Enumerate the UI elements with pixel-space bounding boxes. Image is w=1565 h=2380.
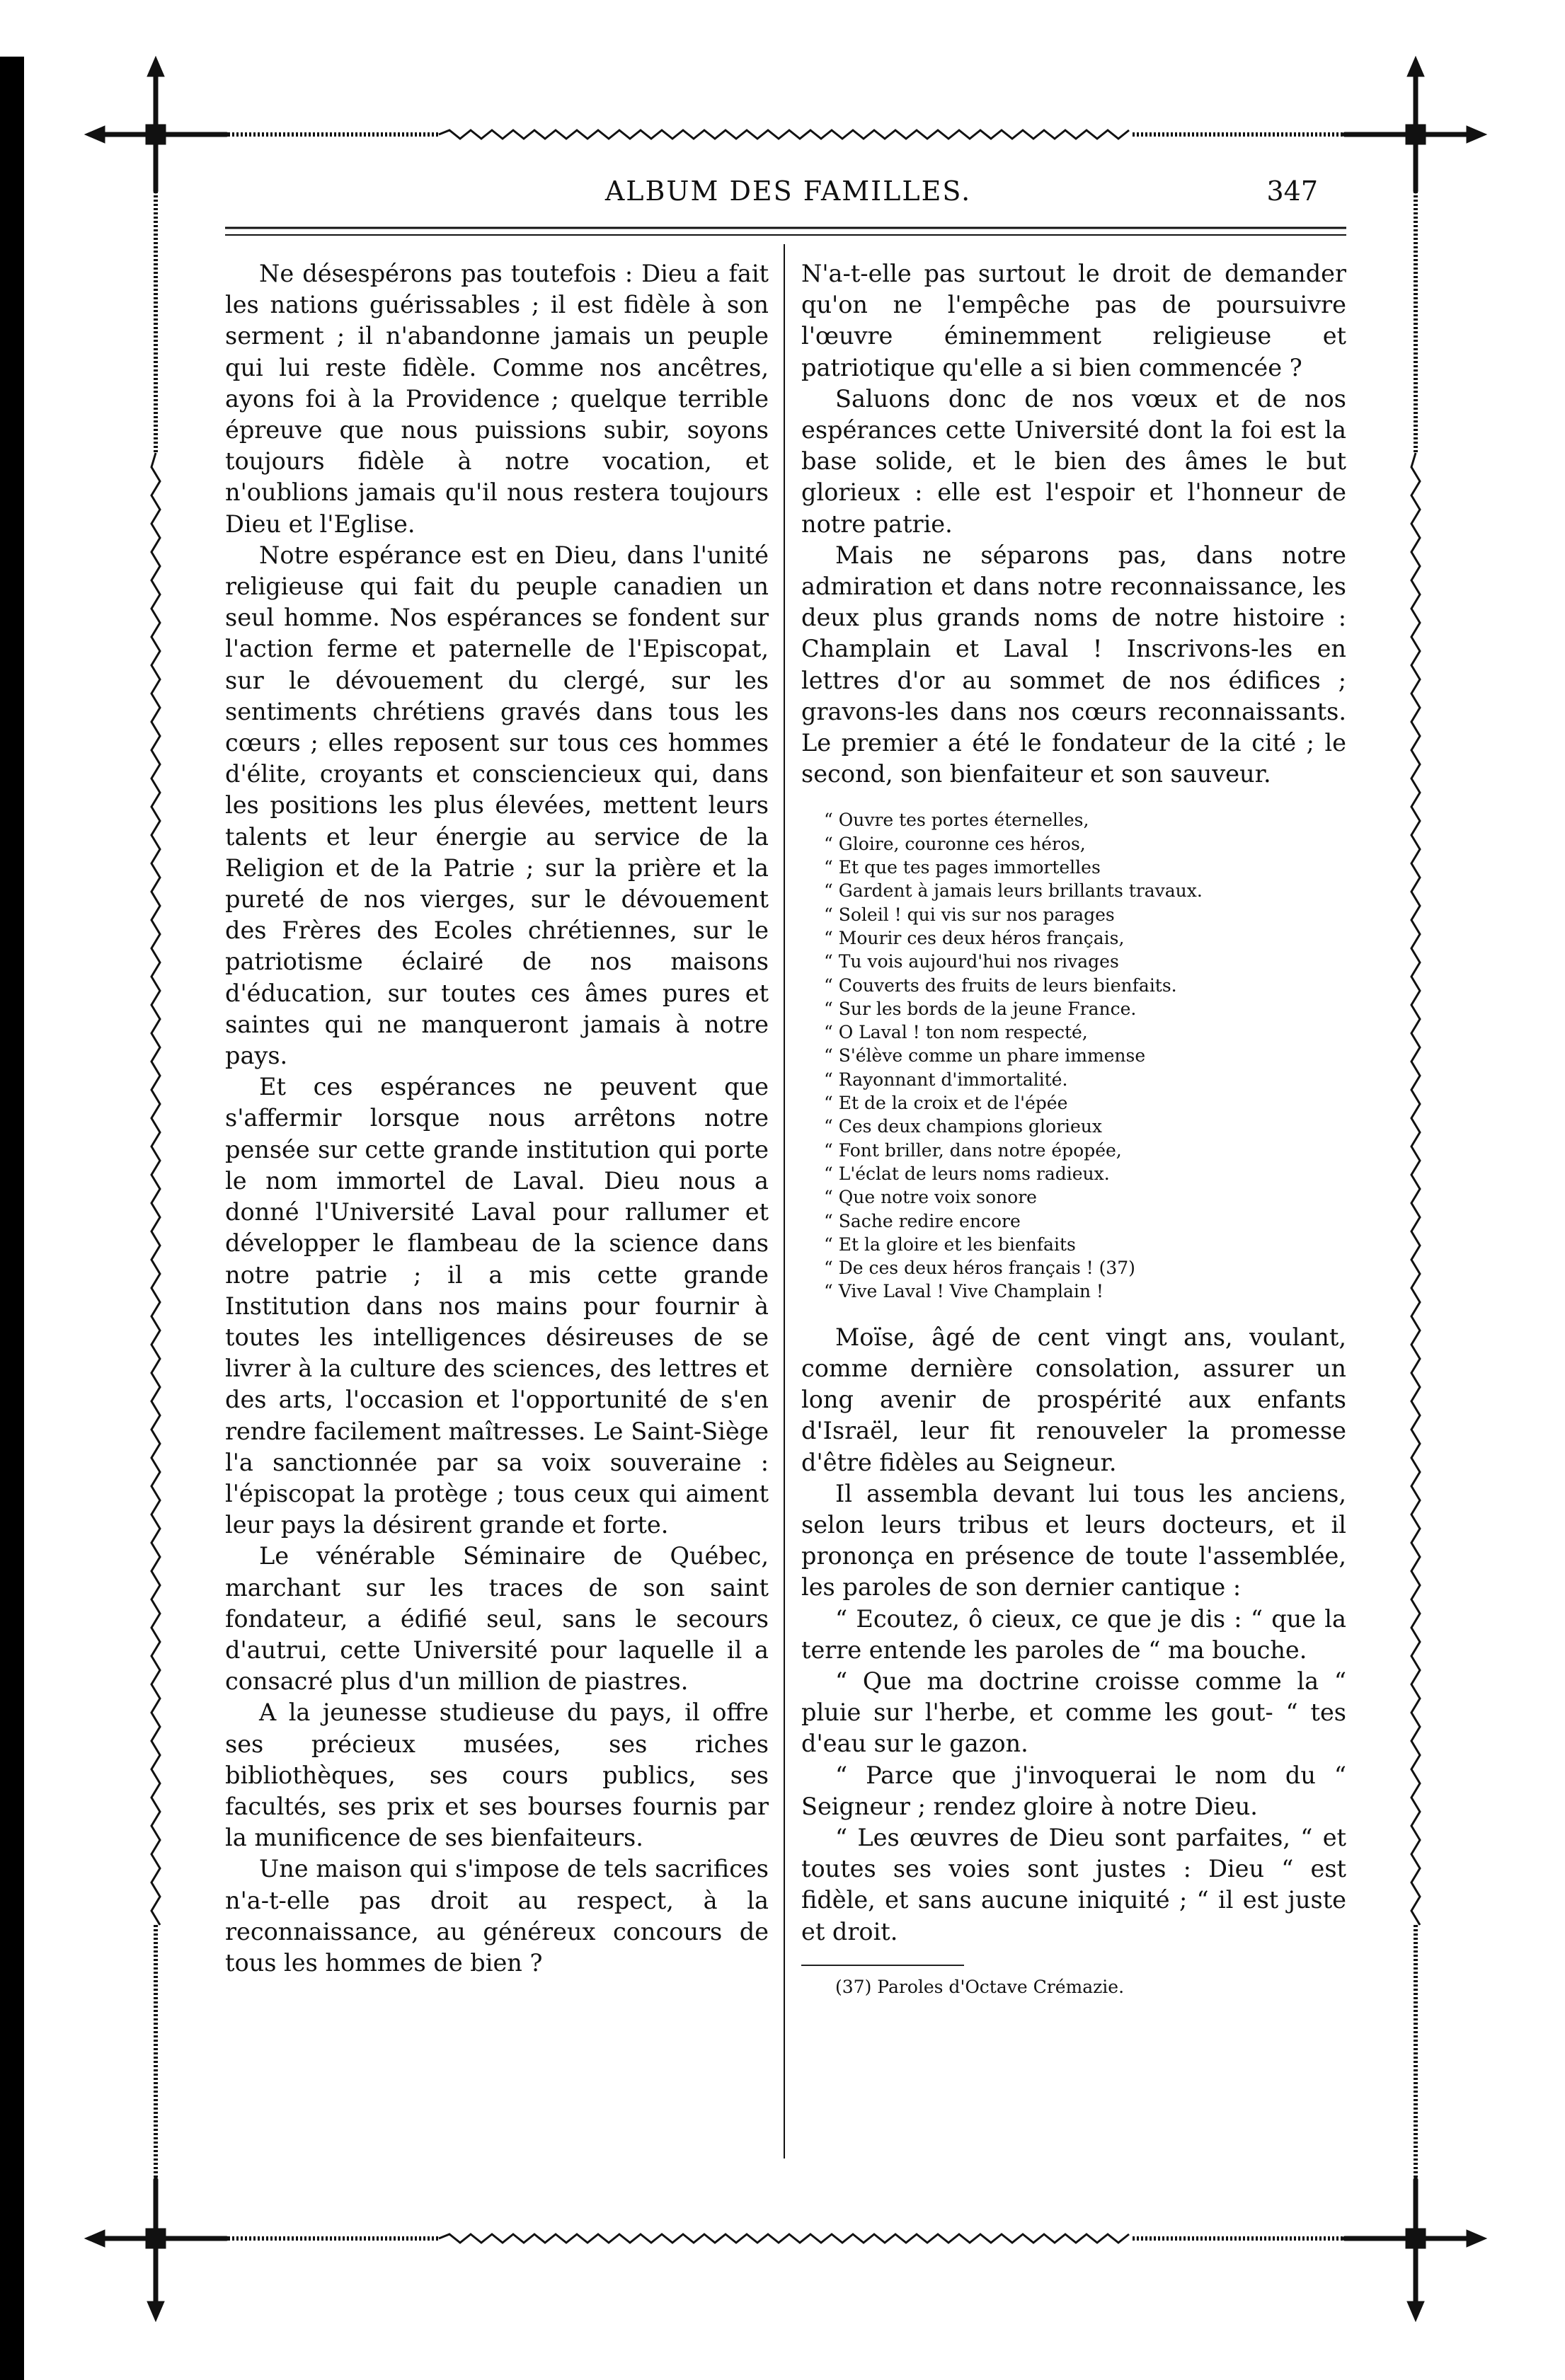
paragraph: Le vénérable Séminaire de Québec, marchant sur les traces de son saint fondateur, a édifié seul, sans le secours d'autrui, cette Université pour laquelle il a consacré plus d'un million de piastres. xyxy=(225,1542,769,1696)
paragraph: Moïse, âgé de cent vingt ans, voulant, comme dernière consolation, assurer un long avenir de prospérité aux enfants d'Israël, leur fit renouveler la promesse d'être fidèles au Seigneur. xyxy=(801,1323,1346,1476)
poem-line: “ Ces deux champions glorieux xyxy=(824,1116,1103,1137)
corner-ornament-bottom-right xyxy=(1345,2180,1486,2321)
paragraph: Ne désespérons pas toutefois : Dieu a fait les nations guérissables ; il est fidèle à son serment ; il n'abandonne jamais un peuple qui lui reste fidèle. Comme nos ancêtres, ayons foi à la Providence ; quelque terrible épreuve que nous puissions subir, soyons toujours fidèle à notre vocation, et n'oublions jamais qu'il nous restera toujours Dieu et l'Eglise. xyxy=(225,260,769,538)
poem-line: “ Et que tes pages immortelles xyxy=(824,857,1101,878)
paragraph: Saluons donc de nos vœux et de nos espérances cette Université dont la foi est la base solide, et le bien des âmes le but glorieux : elle est l'espoir et l'honneur de notre patrie. xyxy=(801,384,1346,538)
paragraph: Notre espérance est en Dieu, dans l'unité religieuse qui fait du peuple canadien un seul homme. Nos espérances se fondent sur l'action ferme et paternelle de l'Episcopat, sur le dévouement du clergé, sur les sentiments chrétiens gravés dans tous les cœurs ; elles reposent sur tous ces hommes d'élite, croyants et consciencieux qui, dans les positions les plus élevées, mettent leurs talents et leur énergie au service de la Religion et de la Patrie ; sur la prière et la pureté de nos vierges, sur le dévouement des Frères des Ecoles chrétiennes, sur le patriotisme éclairé de nos maisons d'éducation, sur toutes ces âmes pures et saintes qui ne manqueront jamais à notre pays. xyxy=(225,541,769,1070)
corner-ornament-top-left xyxy=(85,57,227,191)
poem-line: “ S'élève comme un phare immense xyxy=(824,1045,1146,1067)
poem-line: “ O Laval ! ton nom respecté, xyxy=(824,1022,1088,1043)
poem-line: “ Et la gloire et les bienfaits xyxy=(824,1234,1076,1255)
footnote: (37) Paroles d'Octave Crémazie. xyxy=(835,1976,1125,1997)
paragraph: Une maison qui s'impose de tels sacrifices n'a-t-elle pas droit au respect, à la reconnaissance, au généreux concours de tous les hommes de bien ? xyxy=(225,1855,769,1977)
paragraph: A la jeunesse studieuse du pays, il offre ses précieux musées, ses riches bibliothèques, ses cours publics, ses facultés, ses prix et ses bourses fournis par la munificence de ses bienfaiteurs. xyxy=(225,1698,769,1852)
footnote-rule xyxy=(801,1965,964,1966)
poem-line: “ Sur les bords de la jeune France. xyxy=(824,998,1137,1019)
poem-line: “ Que notre voix sonore xyxy=(824,1187,1037,1208)
left-column xyxy=(225,258,769,1979)
poem-line: “ Gloire, couronne ces héros, xyxy=(824,833,1086,854)
canticle-verse: “ Que ma doctrine croisse comme la “ pluie sur l'herbe, et comme les gout- “ tes d'eau sur le gazon. xyxy=(801,1667,1346,1758)
page-number: 347 xyxy=(1266,176,1318,207)
poem-line: “ Soleil ! qui vis sur nos parages xyxy=(824,904,1115,925)
poem-line: “ Tu vois aujourd'hui nos rivages xyxy=(824,951,1119,972)
poem-line: “ Mourir ces deux héros français, xyxy=(824,927,1125,948)
poem-line: “ Et de la croix et de l'épée xyxy=(824,1093,1068,1114)
poem-line: “ Rayonnant d'immortalité. xyxy=(824,1069,1068,1090)
paragraph: Et ces espérances ne peuvent que s'affermir lorsque nous arrêtons notre pensée sur cette grande institution qui porte le nom immortel de Laval. Dieu nous a donné l'Université Laval pour rallumer et développer le flambeau de la science dans notre patrie ; il a mis cette grande Institution dans nos mains pour fournir à toutes les intelligences désireuses de se livrer à la culture des sciences, des lettres et des arts, l'occasion et l'opportunité de s'en rendre facilement maîtresses. Le Saint-Siège l'a sanctionnée par sa voix souveraine : l'épiscopat la protège ; tous ceux qui aiment leur pays la désirent grande et forte. xyxy=(225,1073,769,1539)
poem-line: “ Gardent à jamais leurs brillants travaux. xyxy=(824,880,1203,902)
poem-line: “ Vive Laval ! Vive Champlain ! xyxy=(824,1281,1103,1302)
poem-line: “ Couverts des fruits de leurs bienfaits. xyxy=(824,975,1177,996)
canticle-verse: “ Parce que j'invoquerai le nom du “ Seigneur ; rendez gloire à notre Dieu. xyxy=(801,1761,1346,1820)
paragraph: Il assembla devant lui tous les anciens, selon leurs tribus et leurs docteurs, et il prononça en présence de toute l'assemblée, les paroles de son dernier cantique : xyxy=(801,1479,1346,1602)
page-header xyxy=(216,176,1360,218)
paragraph: Mais ne séparons pas, dans notre admiration et dans notre reconnaissance, les deux plus grands noms de notre histoire : Champlain et Laval ! Inscrivons-les en lettres d'or au sommet de nos édifices ; gravons-les dans nos cœurs reconnaissants. Le premier a été le fondateur de la cité ; le second, son bienfaiteur et son sauveur. xyxy=(801,541,1346,788)
right-column xyxy=(801,258,1346,1999)
corner-ornament-bottom-left xyxy=(85,2180,227,2321)
poem-line: “ L'éclat de leurs noms radieux. xyxy=(824,1163,1110,1184)
poem-quotation xyxy=(824,808,1346,1303)
poem-line: “ Sache redire encore xyxy=(824,1210,1021,1231)
canticle-verse: “ Les œuvres de Dieu sont parfaites, “ et toutes ses voies sont justes : Dieu “ est fidèle, et sans aucune iniquité ; “ il est juste et droit. xyxy=(801,1823,1346,1945)
continued-paragraph: N'a-t-elle pas surtout le droit de demander qu'on ne l'empêche pas de poursuivre l'œuvre éminemment religieuse et patriotique qu'elle a si bien commencée ? xyxy=(801,260,1346,381)
poem-line: “ Font briller, dans notre épopée, xyxy=(824,1139,1122,1161)
canticle-verse: “ Ecoutez, ô cieux, ce que je dis : “ que la terre entende les paroles de “ ma bouche. xyxy=(801,1604,1346,1664)
poem-line: “ Ouvre tes portes éternelles, xyxy=(824,810,1089,831)
running-title: ALBUM DES FAMILLES. xyxy=(604,176,972,207)
corner-ornament-top-right xyxy=(1345,57,1486,191)
poem-line: “ De ces deux héros français ! (37) xyxy=(824,1258,1135,1279)
